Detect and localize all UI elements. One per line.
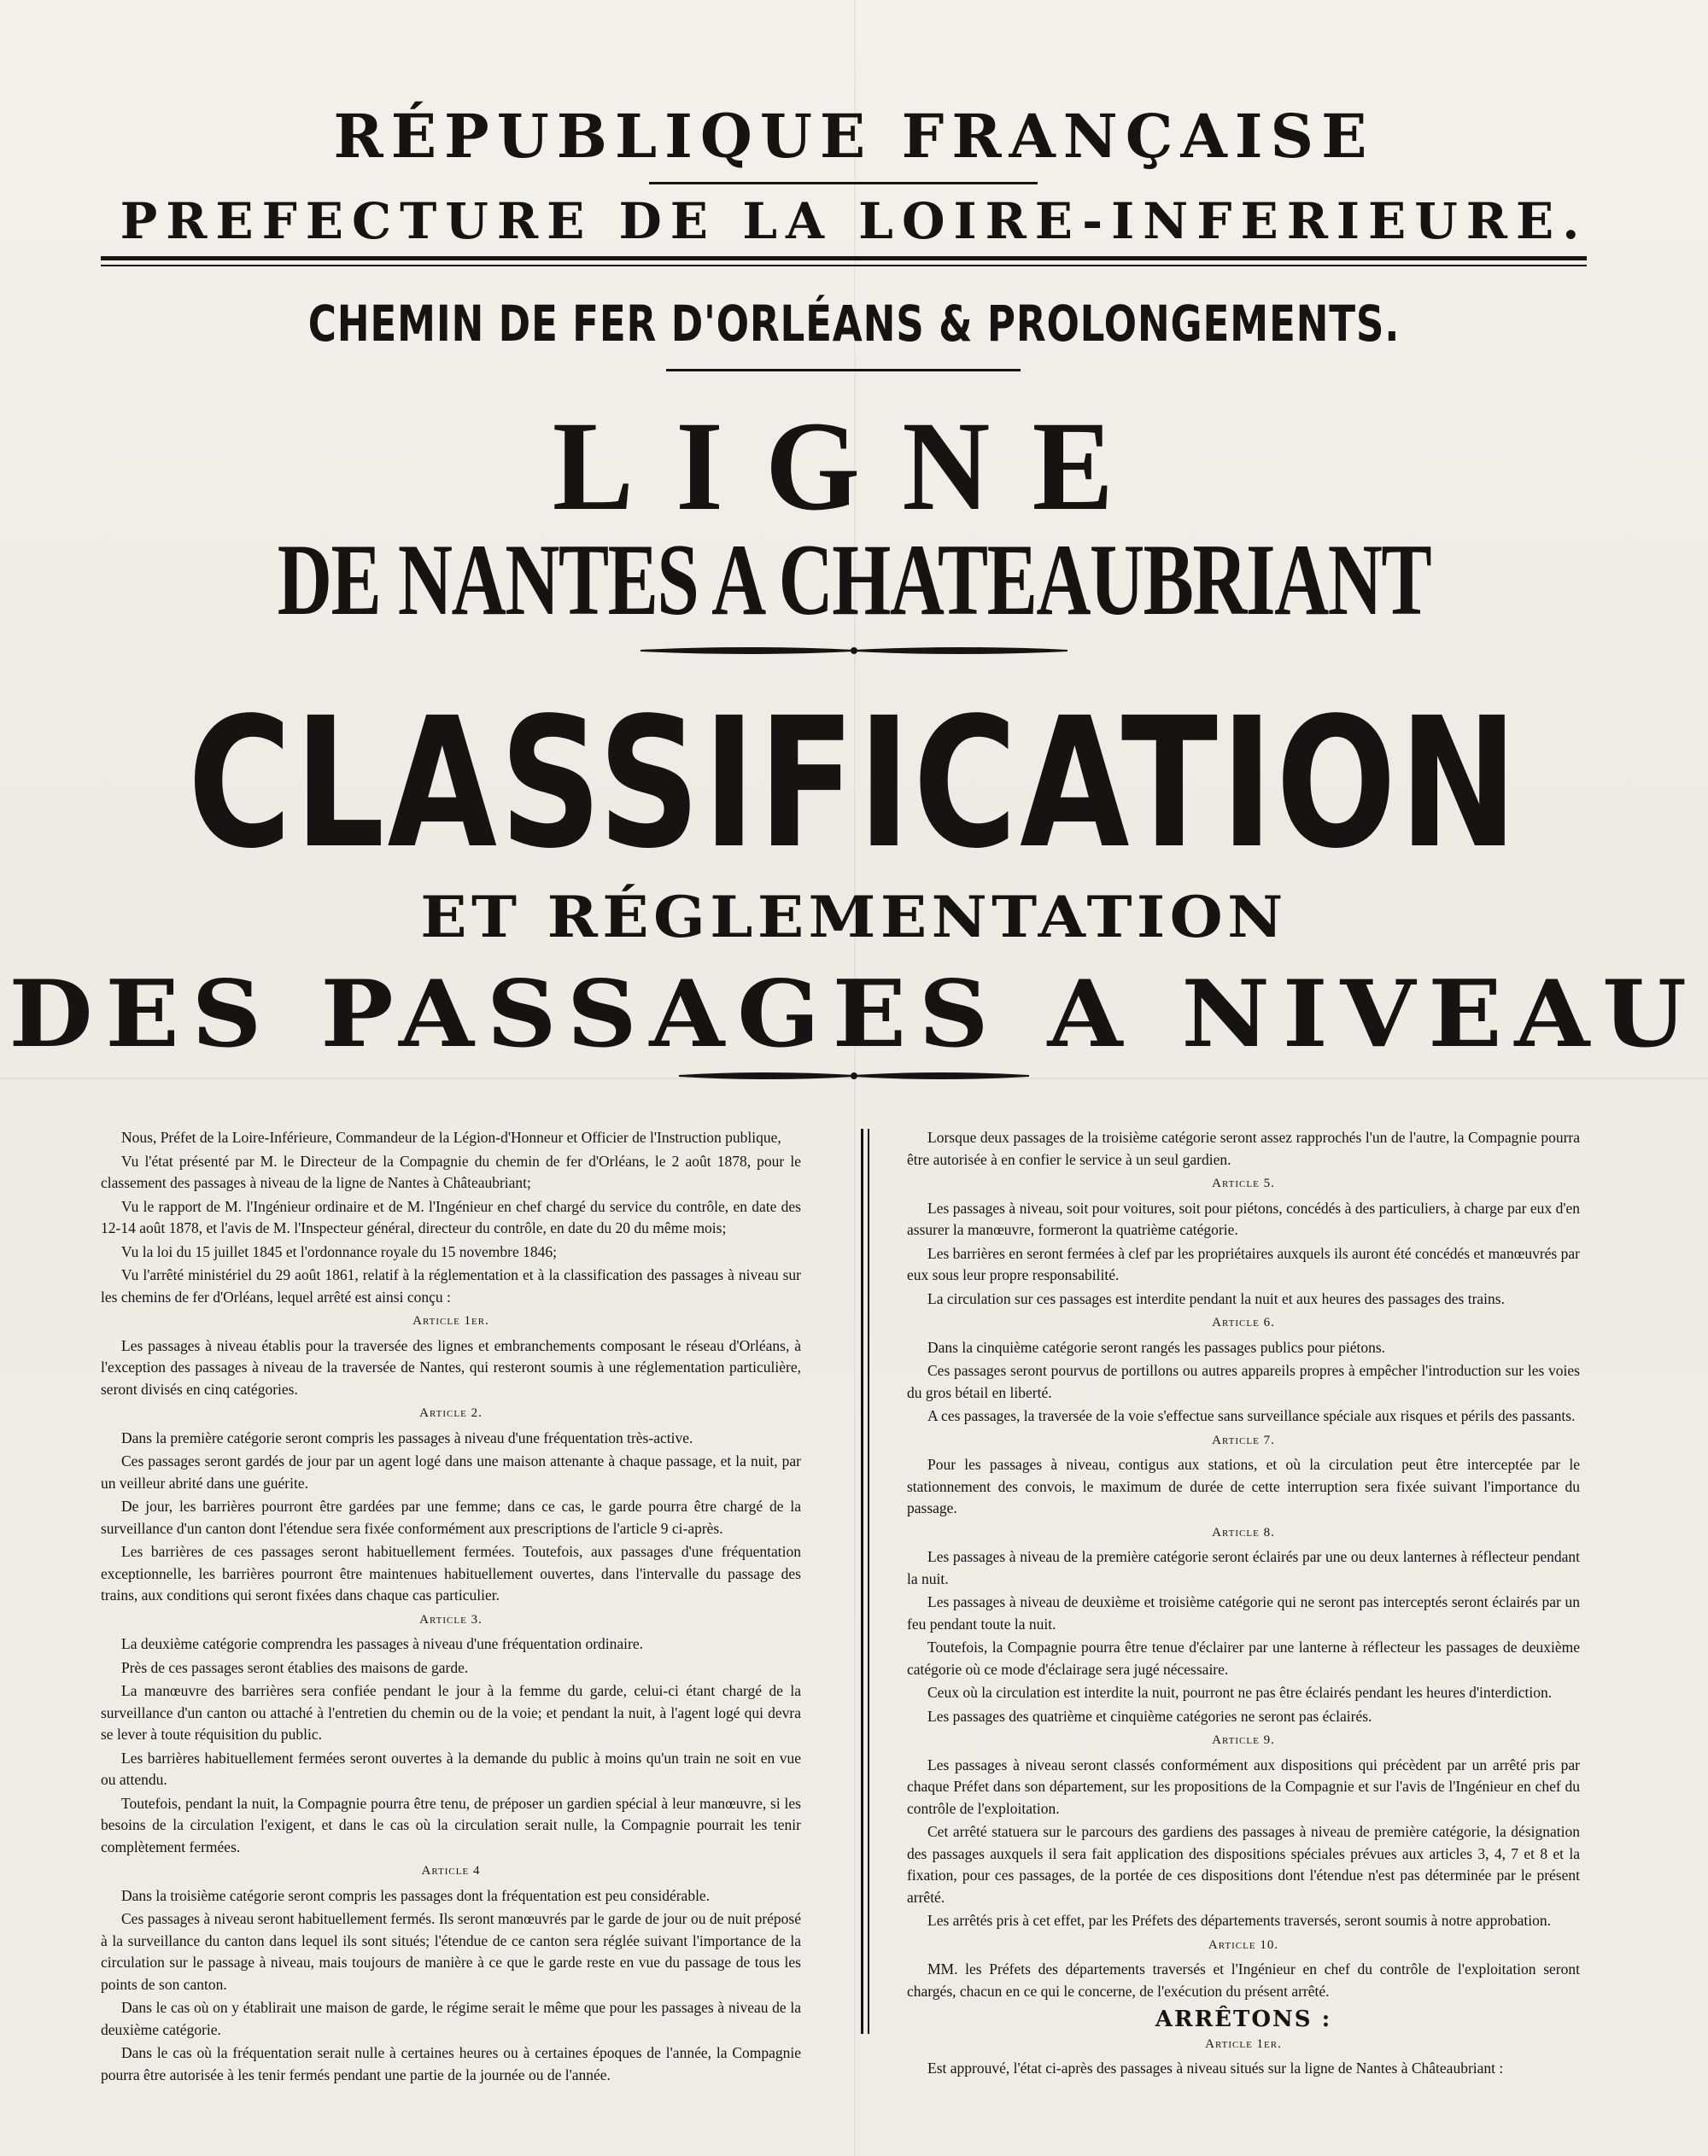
article-heading: Article 6. <box>1212 1316 1275 1329</box>
passages-heading: DES PASSAGES A NIVEAU <box>9 961 1699 1068</box>
paragraph: Nous, Préfet de la Loire-Inférieure, Commandeur de la Légion-d'Honneur et Officier de l'Instruction publique, <box>121 1129 781 1146</box>
paragraph: Lorsque deux passages de la troisième catégorie seront assez rapprochés l'un de l'autre, la Compagnie pourra être autorisée à en confier le service à un seul gardien. <box>907 1129 1580 1168</box>
right-text-column <box>907 1127 1580 2082</box>
column-divider <box>861 1129 873 2034</box>
paragraph: Les passages des quatrième et cinquième catégories ne seront pas éclairés. <box>927 1707 1372 1725</box>
prefecture-heading: PREFECTURE DE LA LOIRE-INFERIEURE. <box>120 192 1588 250</box>
paragraph: Ces passages à niveau seront habituellement fermés. Ils seront manœuvrés par le garde de jour ou de nuit préposé à la surveillance du canton dans lequel ils sont situés; l'étendue de ce canton sera réglée suivant l'importance de la circulation sur le passage à niveau, mais toujours de manière à ce que le garde reste en vue du passage de tous les points de son canton. <box>101 1910 801 1993</box>
company-heading: CHEMIN DE FER D'ORLÉANS & PROLONGEMENTS. <box>307 295 1401 353</box>
paragraph: Près de ces passages seront établies des maisons de garde. <box>121 1658 469 1676</box>
article-heading: Article 8. <box>1212 1525 1275 1540</box>
paragraph: Vu l'arrêté ministériel du 29 août 1861, relatif à la réglementation et à la classification des passages à niveau sur les chemins de fer d'Orléans, lequel arrêté est ainsi conçu : <box>101 1266 801 1306</box>
article-heading: Article 2. <box>419 1406 483 1420</box>
paragraph: La deuxième catégorie comprendra les passages à niveau d'une fréquentation ordinaire. <box>121 1635 644 1652</box>
paragraph: Toutefois, pendant la nuit, la Compagnie pourra être tenu, de préposer un gardien spécial à leur manœuvre, si les besoins de la circulation l'exigent, et dans le cas où la circulation serait nulle, la Compagnie pourrait les tenir complètement fermées. <box>101 1794 801 1855</box>
paragraph: Dans le cas où on y établirait une maison de garde, le régime serait le même que pour les passages à niveau de la deuxième catégorie. <box>101 1999 801 2038</box>
article-heading: Article 1er. <box>412 1314 489 1328</box>
paragraph: Les passages à niveau seront classés conformément aux dispositions qui précèdent par un arrêté pris par chaque Préfet dans son département, sur les propositions de la Compagnie et sur l'avis de l'Ingénieur en chef du contrôle de l'exploitation. <box>907 1756 1580 1817</box>
paragraph: Dans le cas où la fréquentation serait nulle à certaines heures ou à certaines époques de l'année, la Compagnie pourra être autorisée à les tenir fermés pendant une partie de la journée ou de l'année. <box>101 2044 801 2083</box>
ligne-heading: LIGNE <box>552 395 1156 537</box>
paragraph: Cet arrêté statuera sur le parcours des gardiens des passages à niveau de première catégorie, la désignation des passages auxquels il sera fait application des dispositions spéciales prévues aux articles 3, 4, 7 et 8 et la fixation, pour ces passages, de la portée de ces dispositions dont l'étendue n'est pas déterminée par le présent arrêté. <box>907 1823 1580 1906</box>
left-text-column <box>101 1127 801 2088</box>
ornament-rule <box>679 1067 1029 1084</box>
paragraph: Toutefois, la Compagnie pourra être tenue d'éclairer par une lanterne à réflecteur les passages de deuxième catégorie où ce mode d'éclairage sera jugé nécessaire. <box>907 1639 1580 1678</box>
paragraph: Vu l'état présenté par M. le Directeur de la Compagnie du chemin de fer d'Orléans, le 2 août 1878, pour le classement des passages à niveau de la ligne de Nantes à Châteaubriant; <box>101 1152 801 1191</box>
paragraph: Les passages à niveau établis pour la traversée des lignes et embranchements composant le réseau d'Orléans, à l'exception des passages à niveau de la traversée de Nantes, qui resteront soumis à une réglementation particulière, seront divisés en cinq catégories. <box>101 1336 801 1398</box>
paragraph: Dans la troisième catégorie seront compris les passages dont la fréquentation est peu considérable. <box>121 1886 711 1904</box>
double-rule <box>101 256 1587 266</box>
paragraph: A ces passages, la traversée de la voie s'effectue sans surveillance spéciale aux risques et périls des passants. <box>927 1407 1576 1424</box>
paragraph: Ces passages seront pourvus de portillons ou autres appareils propres à empêcher l'introduction sur les voies du gros bétail en liberté. <box>907 1362 1580 1401</box>
article-heading: Article 1er. <box>1205 2036 1282 2051</box>
paragraph: Vu le rapport de M. l'Ingénieur ordinaire et de M. l'Ingénieur en chef chargé du service du contrôle, en date des 12-14 août 1878, et l'avis de M. l'Inspecteur général, directeur du contrôle, en date du 20 du même mois; <box>101 1197 801 1236</box>
paragraph: La circulation sur ces passages est interdite pendant la nuit et aux heures des passages des trains. <box>927 1289 1505 1307</box>
paragraph: Ces passages seront gardés de jour par un agent logé dans une maison attenante à chaque passage, et la nuit, par un veilleur abrité dans une guérite. <box>101 1452 801 1492</box>
paragraph: De jour, les barrières pourront être gardées par une femme; dans ce cas, le garde pourra être chargé de la surveillance d'un canton dont l'étendue sera fixée conformément aux prescriptions de l'article 9 ci-après. <box>101 1498 801 1537</box>
paragraph: MM. les Préfets des départements traversés et l'Ingénieur en chef du contrôle de l'exploitation seront chargés, chacun en ce qui le concerne, de l'exécution du présent arrêté. <box>907 1960 1580 2000</box>
paragraph: Les passages à niveau, soit pour voitures, soit pour piétons, concédés à des particuliers, à charge par eux d'en assurer la manœuvre, formeront la quatrième catégorie. <box>907 1199 1580 1238</box>
paragraph: Ceux où la circulation est interdite la nuit, pourront ne pas être éclairés pendant les heures d'interdiction. <box>927 1684 1553 1701</box>
paragraph: Dans la première catégorie seront compris les passages à niveau d'une fréquentation très-active. <box>121 1429 693 1446</box>
reglementation-heading: ET RÉGLEMENTATION <box>420 884 1288 950</box>
paragraph: La manœuvre des barrières sera confiée pendant le jour à la femme du garde, celui-ci étant chargé de la surveillance d'un canton ou attaché à l'entretien du chemin ou de la voie; et pendant la nuit, à l'agent logé qui devra se lever à toute réquisition du public. <box>101 1682 801 1743</box>
paragraph: Pour les passages à niveau, contigus aux stations, et où la circulation peut être interceptée par le stationnement des convois, le maximum de durée de cette interruption sera fixée suivant l'importance du passage. <box>907 1456 1580 1516</box>
article-heading: Article 9. <box>1212 1733 1275 1747</box>
article-heading: Article 4 <box>421 1864 481 1878</box>
article-heading: Article 10. <box>1208 1937 1279 1952</box>
short-rule <box>666 369 1021 371</box>
article-heading: Article 3. <box>419 1612 483 1627</box>
republique-heading: RÉPUBLIQUE FRANÇAISE <box>333 101 1375 172</box>
route-heading: DE NANTES A CHATEAUBRIANT <box>277 523 1431 636</box>
paragraph: Les barrières en seront fermées à clef par les propriétaires auxquels ils auront été concédés et manœuvrés par eux sous leur propre responsabilité. <box>907 1244 1580 1283</box>
article-heading: Article 7. <box>1212 1433 1275 1447</box>
paragraph: Les passages à niveau de la première catégorie seront éclairés par une ou deux lanternes à réflecteur pendant la nuit. <box>907 1548 1580 1587</box>
paragraph: Les arrêtés pris à cet effet, par les Préfets des départements traversés, seront soumis à notre approbation. <box>927 1912 1552 1929</box>
ornament-rule <box>640 642 1068 659</box>
paragraph: Les passages à niveau de deuxième et troisième catégorie qui ne seront pas interceptés seront éclairés par un feu pendant toute la nuit. <box>907 1593 1580 1633</box>
paragraph: Les barrières de ces passages seront habituellement fermées. Toutefois, aux passages d'une fréquentation exceptionnelle, les barrières pourront être maintenues habituellement ouvertes, dans l'intervalle du passage des trains, aux conditions qui seront fixées dans chaque cas particulier. <box>101 1543 801 1604</box>
short-rule <box>649 182 1038 184</box>
paragraph: Les barrières habituellement fermées seront ouvertes à la demande du public à moins qu'un train ne soit en vue ou attendu. <box>101 1749 801 1788</box>
paragraph: Est approuvé, l'état ci-après des passages à niveau situés sur la ligne de Nantes à Châteaubriant : <box>927 2060 1504 2077</box>
paragraph: Vu la loi du 15 juillet 1845 et l'ordonnance royale du 15 novembre 1846; <box>121 1242 557 1260</box>
classification-heading: CLASSIFICATION <box>187 679 1521 888</box>
arretons-heading: ARRÊTONS : <box>1155 2007 1332 2032</box>
paragraph: Dans la cinquième catégorie seront rangés les passages publics pour piétons. <box>927 1338 1386 1356</box>
article-heading: Article 5. <box>1212 1177 1275 1190</box>
